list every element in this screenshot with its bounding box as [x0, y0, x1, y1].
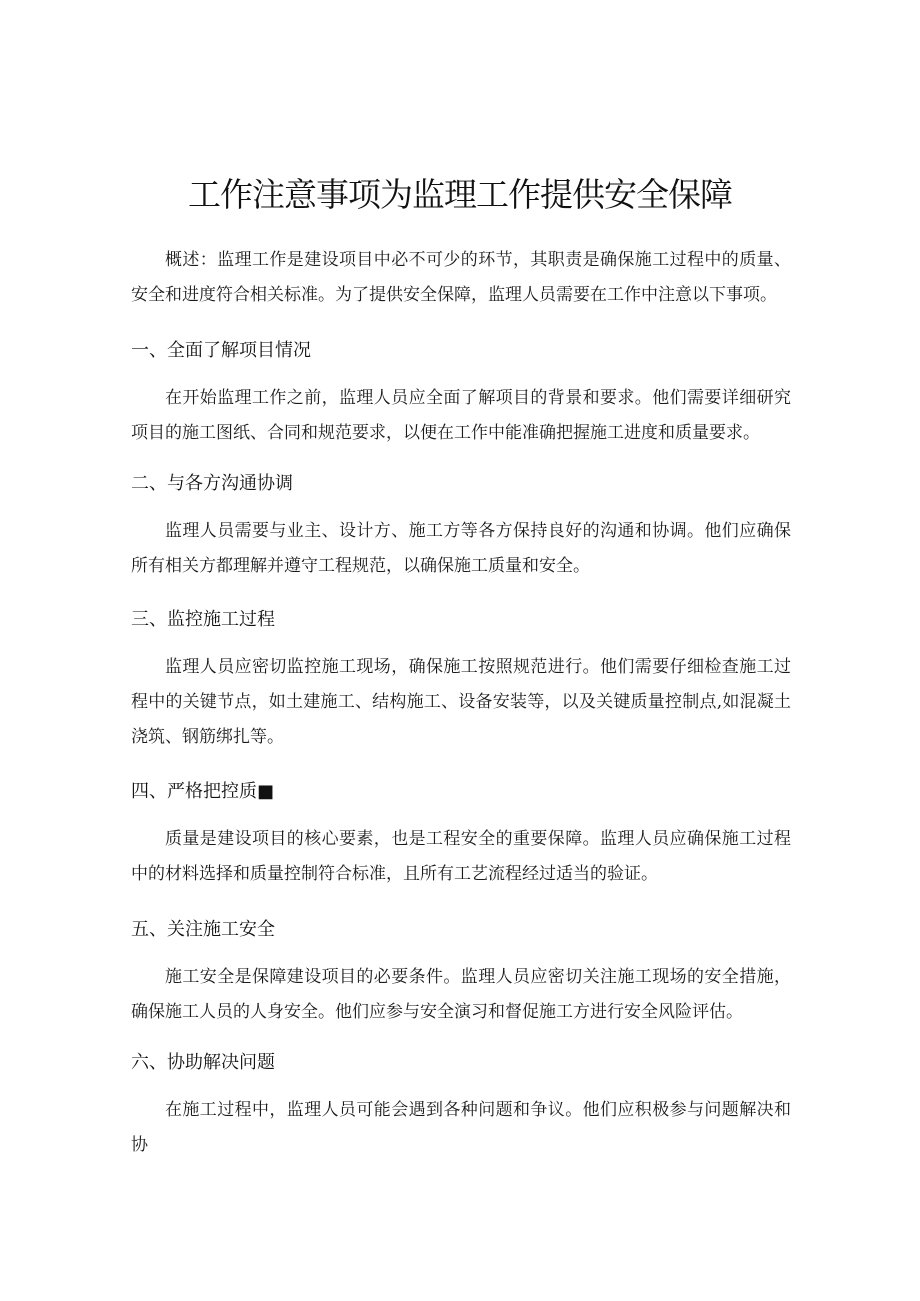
section-title: 协助解决问题: [167, 1052, 275, 1073]
section-number: 二、: [131, 473, 167, 494]
document-title: 工作注意事项为监理工作提供安全保障: [188, 175, 732, 214]
section-number: 四、: [131, 781, 167, 802]
section-body-2: 监理人员需要与业主、设计方、施工方等各方保持良好的沟通和协调。他们应确保所有相关方都理解并遵守工程规范，以确保施工质量和安全。: [131, 521, 791, 576]
section-title: 严格把控质■: [167, 781, 275, 802]
section-heading-2: [131, 471, 293, 497]
section-heading-6: [131, 1050, 275, 1076]
section-heading-4: [131, 779, 274, 805]
section-body-4: 质量是建设项目的核心要素，也是工程安全的重要保障。监理人员应确保施工过程中的材料选择和质量控制符合标准，且所有工艺流程经过适当的验证。: [131, 829, 791, 884]
section-body-5: 施工安全是保障建设项目的必要条件。监理人员应密切关注施工现场的安全措施，确保施工人员的人身安全。他们应参与安全演习和督促施工方进行安全风险评估。: [131, 967, 791, 1022]
section-number: 一、: [131, 340, 167, 361]
section-title: 关注施工安全: [167, 919, 275, 940]
section-title: 全面了解项目情况: [167, 340, 311, 361]
section-body-1: 在开始监理工作之前，监理人员应全面了解项目的背景和要求。他们需要详细研究项目的施工图纸、合同和规范要求，以便在工作中能准确把握施工进度和质量要求。: [131, 388, 791, 443]
section-body-6: 在施工过程中，监理人员可能会遇到各种问题和争议。他们应积极参与问题解决和协: [131, 1100, 791, 1155]
section-number: 五、: [131, 919, 167, 940]
intro-paragraph: 概述：监理工作是建设项目中必不可少的环节，其职责是确保施工过程中的质量、安全和进度符合相关标准。为了提供安全保障，监理人员需要在工作中注意以下事项。: [131, 250, 791, 305]
section-number: 六、: [131, 1052, 167, 1073]
section-body-3: 监理人员应密切监控施工现场，确保施工按照规范进行。他们需要仔细检查施工过程中的关键节点，如土建施工、结构施工、设备安装等，以及关键质量控制点,如混凝土浇筑、钢筋绑扎等。: [131, 657, 791, 747]
section-number: 三、: [131, 609, 167, 630]
section-title: 监控施工过程: [167, 609, 275, 630]
section-title: 与各方沟通协调: [167, 473, 293, 494]
section-heading-3: [131, 607, 275, 633]
section-heading-1: [131, 338, 311, 364]
section-heading-5: [131, 917, 275, 943]
